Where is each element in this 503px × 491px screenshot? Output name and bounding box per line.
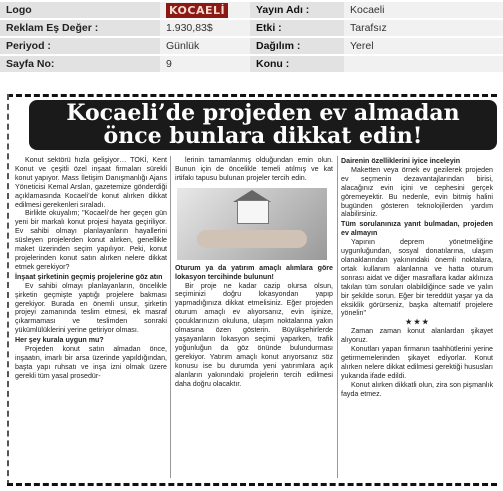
article-paragraph: Yapının deprem yönetmeliğine uygunluğundan, sosyal donatılarına, ulaşım olanaklarından yakınındaki önemli noktalara, ortak kullanım alanlarına ve hatta oturum sonrası aidat ve diğer masraflara kadar aklınıza takılan tüm soruları olabildiğince sade ve yalın bir şekilde sorun. Eğer bir tereddüt yaşar ya da eksiklik görürseniz, başka alternatif projelere yönelin" (341, 238, 493, 318)
article-subheading: Oturum ya da yatırım amaçlı alımlara göre lokasyon tercihinde bulunun! (175, 263, 333, 281)
metadata-value: Günlük (160, 38, 250, 54)
article-paragraph: Projeden konut satın almadan önce, inşaatın, imarlı bir arsa üzerinde yapıldığından, başta yapı ruhsatı ve inşa izni olmak üzere gerekli tüm yasal prosedür- (15, 345, 167, 380)
article-paragraph: Bir proje ne kadar cazip olursa olsun, seçiminizi doğru lokasyondan yapıp yapmadığınıza dikkat etmelisiniz. Eğer projeden oturum amaçlı ev alıyorsanız, evin işinize, çocuklarınızın okuluna, ulaşım noktalarına yakın olmasına özen gösterin. Büyükşehirlerde yaşayanların lokasyon seçimi yaparken, trafik yoğunluğun da göz önünde bulundurması gerekiyor. Yatırım amaçlı konut arıyorsanız söz konusu ise bu durumda yeni yatırımlara açık alanların yakınındaki projelerin tercih edilmesi daha doğru olacaktır. (175, 281, 333, 388)
house-keys-photo (177, 188, 327, 260)
metadata-label: Yayın Adı : (250, 2, 344, 18)
article-column-2 (175, 156, 333, 388)
article-column-1 (15, 156, 167, 381)
article-column-3 (341, 156, 493, 398)
article-paragraph: Zaman zaman konut alanlardan şikayet alıyoruz. (341, 327, 493, 345)
metadata-value: 9 (160, 56, 250, 72)
publication-logo: KOCAELİ (166, 3, 228, 18)
metadata-label: Dağılım : (250, 38, 344, 54)
metadata-row (0, 38, 503, 54)
clip-bottom-border (7, 479, 497, 486)
article-paragraph: lerinin tamamlanmış olduğundan emin olun. Bunun için de öncelikle temeli atılmış ve kat irtifakı tapusu bulunan projeler tercih edin. (175, 156, 333, 182)
metadata-label: Logo (0, 2, 160, 18)
article-paragraph: Konutları yapan firmanın taahhütlerini yerine getirmemelerinden şikayet ediyorlar. Konut alırken nelere dikkat edilmesi gerektiği hususları yukarıda ifade edildi. (341, 345, 493, 380)
metadata-row (0, 2, 503, 18)
metadata-label: Etki : (250, 20, 344, 36)
metadata-value: 1.930,83$ (160, 20, 250, 36)
metadata-value: Kocaeli (344, 2, 503, 18)
clip-left-border (7, 94, 9, 486)
article-subheading: Her şey kurala uygun mu? (15, 336, 104, 345)
metadata-label: Konu : (250, 56, 344, 72)
article-paragraph: Konut sektörü hızla gelişiyor… TOKİ, Kent Konut ve çeşitli özel inşaat firmaları sürekli konut yapıyor. Mass İletişim Danışmanlığı Ajans Yöneticisi Kemal Arslan, gazetemize gönderdiği açıklamasında Kocaeli’de konut alırken dikkat edilmesi gerekenleri sıraladı. (15, 156, 167, 209)
metadata-table (0, 0, 503, 74)
section-separator: ★ ★ ★ (405, 318, 429, 327)
column-divider (337, 156, 338, 478)
metadata-value: Tarafsız (344, 20, 503, 36)
article-paragraph: Birlikte okuyalım; "Kocaeli’de her geçen gün yeni bir markalı konut projesi hayata geçiriliyor. Ev sahibi olmayı planlayanların hayallerini süsleyen projelerden konut alırken, genellikle maket üzerinden seçim yapılıyor. Peki, konut projelerinden konut satın alırken nelere dikkat etmek gerekiyor? (15, 209, 167, 271)
metadata-value (344, 56, 503, 72)
headline-banner (29, 100, 497, 150)
article-subheading: İnşaat şirketinin geçmiş projelerine göz atın (15, 272, 163, 281)
metadata-value (160, 2, 250, 18)
press-clipping-metadata (0, 0, 503, 86)
metadata-row (0, 56, 503, 72)
column-divider (170, 156, 171, 478)
newspaper-clipping (7, 94, 497, 486)
article-paragraph: Maketten veya örnek ev gezilerek projeden ev seçmenin dezavantajlarından birisi, alacağınız evin içini ve cephesini gerçek göremeyektir. Bu nedenle, evin bitmiş halini bugünden gösteren teknolojilerden yardım alabilirsiniz. (341, 165, 493, 219)
article-subheading: Dairenin özelliklerini iyice inceleyin (341, 157, 461, 165)
metadata-label: Periyod : (0, 38, 160, 54)
headline-line-1: Kocaeli’de projeden ev almadan (66, 100, 460, 126)
metadata-label: Sayfa No: (0, 56, 160, 72)
article-paragraph: Konut alırken dikkatli olun, zira son pişmanlık fayda etmez. (341, 380, 493, 398)
article-paragraph: Ev sahibi olmayı planlayanların, öncelikle şirketin geçmişte yaptığı projelere bakması gerekiyor. Burada en önemli unsur, şirketin projeyi zamanında teslim etmesi, ek masraf çıkarmaması ve teslimden sonraki yükümlülüklerini yerine getiriyor olması. (15, 281, 167, 335)
article-subheading: Tüm sorulanınıza yanıt bulmadan, projeden ev almayın (341, 220, 493, 238)
metadata-label: Reklam Eş Değer : (0, 20, 160, 36)
metadata-value: Yerel (344, 38, 503, 54)
metadata-row (0, 20, 503, 36)
headline-line-2: önce bunlara dikkat edin! (103, 123, 423, 149)
